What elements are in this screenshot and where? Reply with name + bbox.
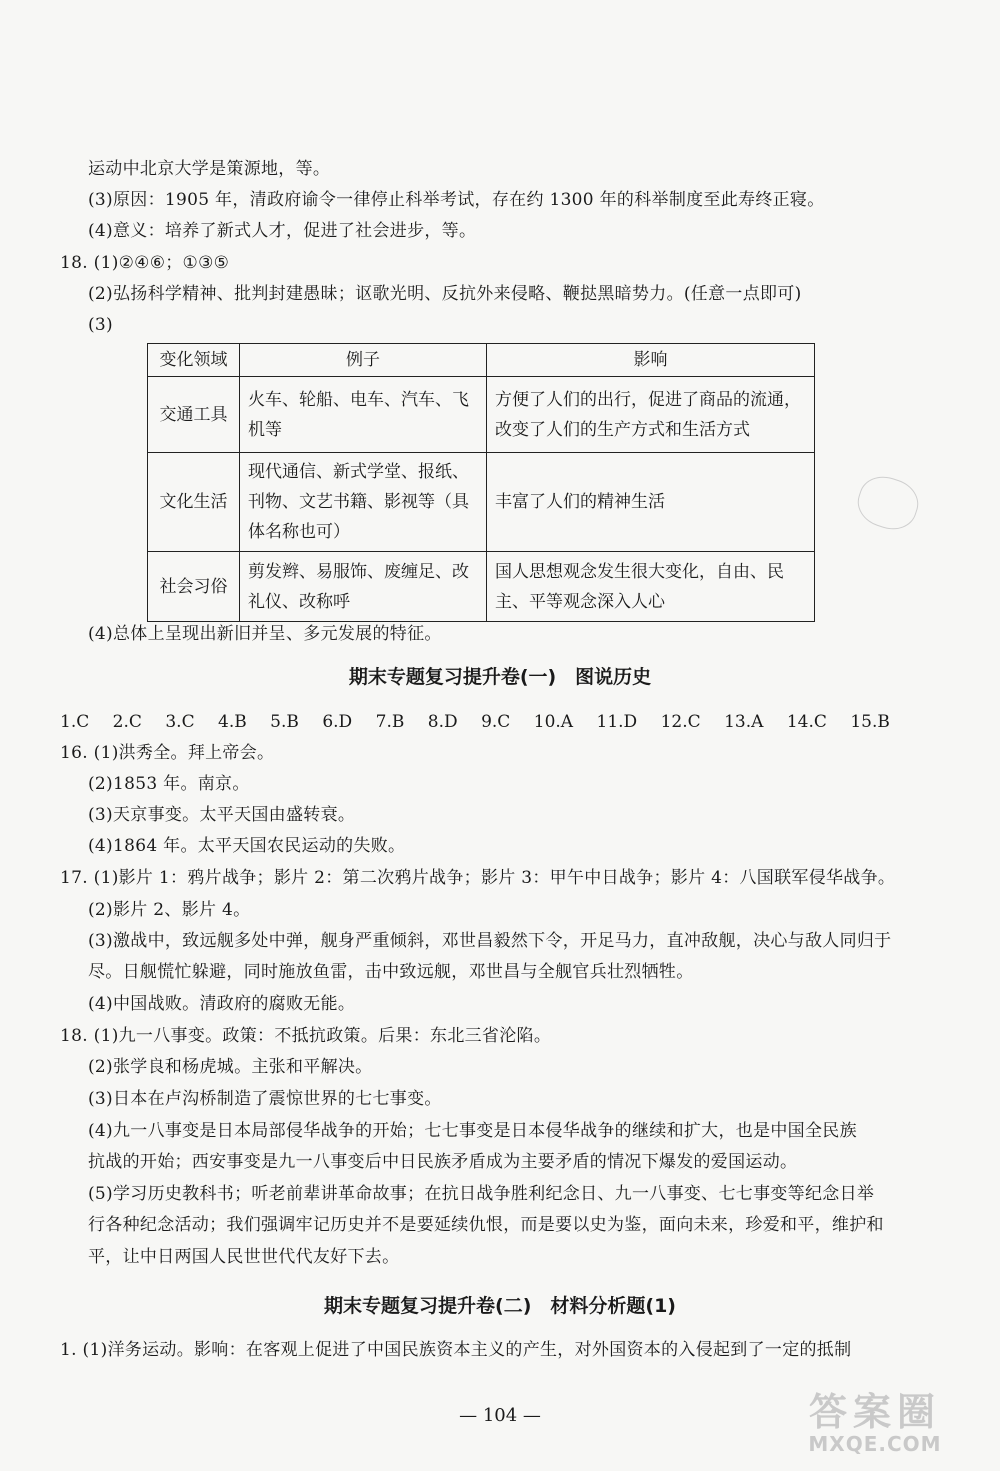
- text-line: 16. (1)洪秀全。拜上帝会。: [60, 743, 275, 763]
- answer-item: 5.B: [270, 712, 299, 732]
- answer-item: 2.C: [112, 712, 142, 732]
- site-watermark: [780, 1391, 970, 1461]
- text-line: (2)1853 年。南京。: [88, 774, 250, 794]
- watermark-url: MXQE.COM: [808, 1432, 942, 1456]
- table-header-row: [148, 344, 815, 377]
- text-line: 行各种纪念活动；我们强调牢记历史并不是要延续仇恨，而是要以史为鉴，面向未来，珍爱和平，维护和: [88, 1215, 884, 1235]
- text-line: 抗战的开始；西安事变是九一八事变后中日民族矛盾成为主要矛盾的情况下爆发的爱国运动。: [88, 1152, 798, 1172]
- table-cell-impact: 国人思想观念发生很大变化，自由、民主、平等观念深入人心: [487, 552, 815, 622]
- answer-item: 7.B: [375, 712, 405, 732]
- changes-table: [147, 343, 815, 622]
- text-line: 平，让中日两国人民世世代代友好下去。: [88, 1247, 400, 1267]
- answer-item: 6.D: [322, 712, 353, 732]
- table-row: [148, 377, 815, 453]
- text-line: 尽。日舰慌忙躲避，同时施放鱼雷，击中致远舰，邓世昌与全舰官兵壮烈牺牲。: [88, 962, 694, 982]
- page-number: — 104 —: [459, 1405, 541, 1426]
- text-line: (3): [88, 315, 113, 335]
- answer-item: 10.A: [533, 712, 574, 732]
- faint-stamp-mark: [852, 470, 925, 536]
- multiple-choice-answers: [60, 710, 890, 734]
- text-line: (4)中国战败。清政府的腐败无能。: [88, 994, 356, 1014]
- answer-item: 4.B: [218, 712, 247, 732]
- table-row: [148, 453, 815, 552]
- answer-item: 14.C: [786, 712, 827, 732]
- table-row: [148, 552, 815, 622]
- table-cell-impact: 方便了人们的出行，促进了商品的流通，改变了人们的生产方式和生活方式: [487, 377, 815, 453]
- answer-item: 13.A: [724, 712, 764, 732]
- table-cell-area: 社会习俗: [148, 552, 240, 622]
- text-line: (5)学习历史教科书；听老前辈讲革命故事；在抗日战争胜利纪念日、九一八事变、七七事变等纪念日举: [88, 1184, 875, 1204]
- answer-item: 9.C: [481, 712, 511, 732]
- text-line: (4)1864 年。太平天国农民运动的失败。: [88, 836, 406, 856]
- text-line: (3)激战中，致远舰多处中弹，舰身严重倾斜，邓世昌毅然下令，开足马力，直冲敌舰，决心与敌人同归于: [88, 931, 892, 951]
- watermark-title: 答案圈: [808, 1390, 941, 1434]
- answer-item: 15.B: [850, 712, 890, 732]
- text-line: 18. (1)九一八事变。政策：不抵抗政策。后果：东北三省沦陷。: [60, 1026, 552, 1046]
- table-header-impact: 影响: [487, 344, 815, 377]
- table-cell-example: 现代通信、新式学堂、报纸、刊物、文艺书籍、影视等（具体名称也可）: [240, 453, 487, 552]
- text-line: 1. (1)洋务运动。影响：在客观上促进了中国民族资本主义的产生，对外国资本的入侵起到了一定的抵制: [60, 1340, 852, 1360]
- text-line: (2)弘扬科学精神、批判封建愚昧；讴歌光明、反抗外来侵略、鞭挞黑暗势力。(任意一点即可): [88, 284, 802, 304]
- answer-item: 3.C: [165, 712, 195, 732]
- answer-item: 12.C: [660, 712, 701, 732]
- text-line: (3)日本在卢沟桥制造了震惊世界的七七事变。: [88, 1089, 442, 1109]
- answer-item: 8.D: [427, 712, 458, 732]
- table-cell-area: 交通工具: [148, 377, 240, 453]
- section-heading-1: 期末专题复习提升卷(一) 图说历史: [348, 666, 652, 688]
- text-line: (4)意义：培养了新式人才，促进了社会进步，等。: [88, 221, 477, 241]
- text-line: (4)总体上呈现出新旧并呈、多元发展的特征。: [88, 624, 442, 644]
- text-line: 17. (1)影片 1：鸦片战争；影片 2：第二次鸦片战争；影片 3：甲午中日战争；影片 4：八国联军侵华战争。: [60, 868, 896, 888]
- answer-item: 1.C: [60, 712, 90, 732]
- table-header-area: 变化领域: [148, 344, 240, 377]
- text-line: 运动中北京大学是策源地，等。: [88, 159, 331, 179]
- text-line: (2)张学良和杨虎城。主张和平解决。: [88, 1057, 373, 1077]
- table-cell-example: 火车、轮船、电车、汽车、飞机等: [240, 377, 487, 453]
- text-line: (4)九一八事变是日本局部侵华战争的开始；七七事变是日本侵华战争的继续和扩大，也是中国全民族: [88, 1121, 857, 1141]
- table-header-example: 例子: [240, 344, 487, 377]
- table-cell-example: 剪发辫、易服饰、废缠足、改礼仪、改称呼: [240, 552, 487, 622]
- table-cell-area: 文化生活: [148, 453, 240, 552]
- table-cell-impact: 丰富了人们的精神生活: [487, 453, 815, 552]
- text-line: 18. (1)②④⑥；①③⑤: [60, 253, 230, 273]
- text-line: (2)影片 2、影片 4。: [88, 900, 251, 920]
- text-line: (3)天京事变。太平天国由盛转衰。: [88, 805, 356, 825]
- text-line: (3)原因：1905 年，清政府谕令一律停止科举考试，存在约 1300 年的科举制度至此寿终正寝。: [88, 190, 825, 210]
- answer-item: 11.D: [596, 712, 638, 732]
- section-heading-2: 期末专题复习提升卷(二) 材料分析题(1): [324, 1295, 676, 1317]
